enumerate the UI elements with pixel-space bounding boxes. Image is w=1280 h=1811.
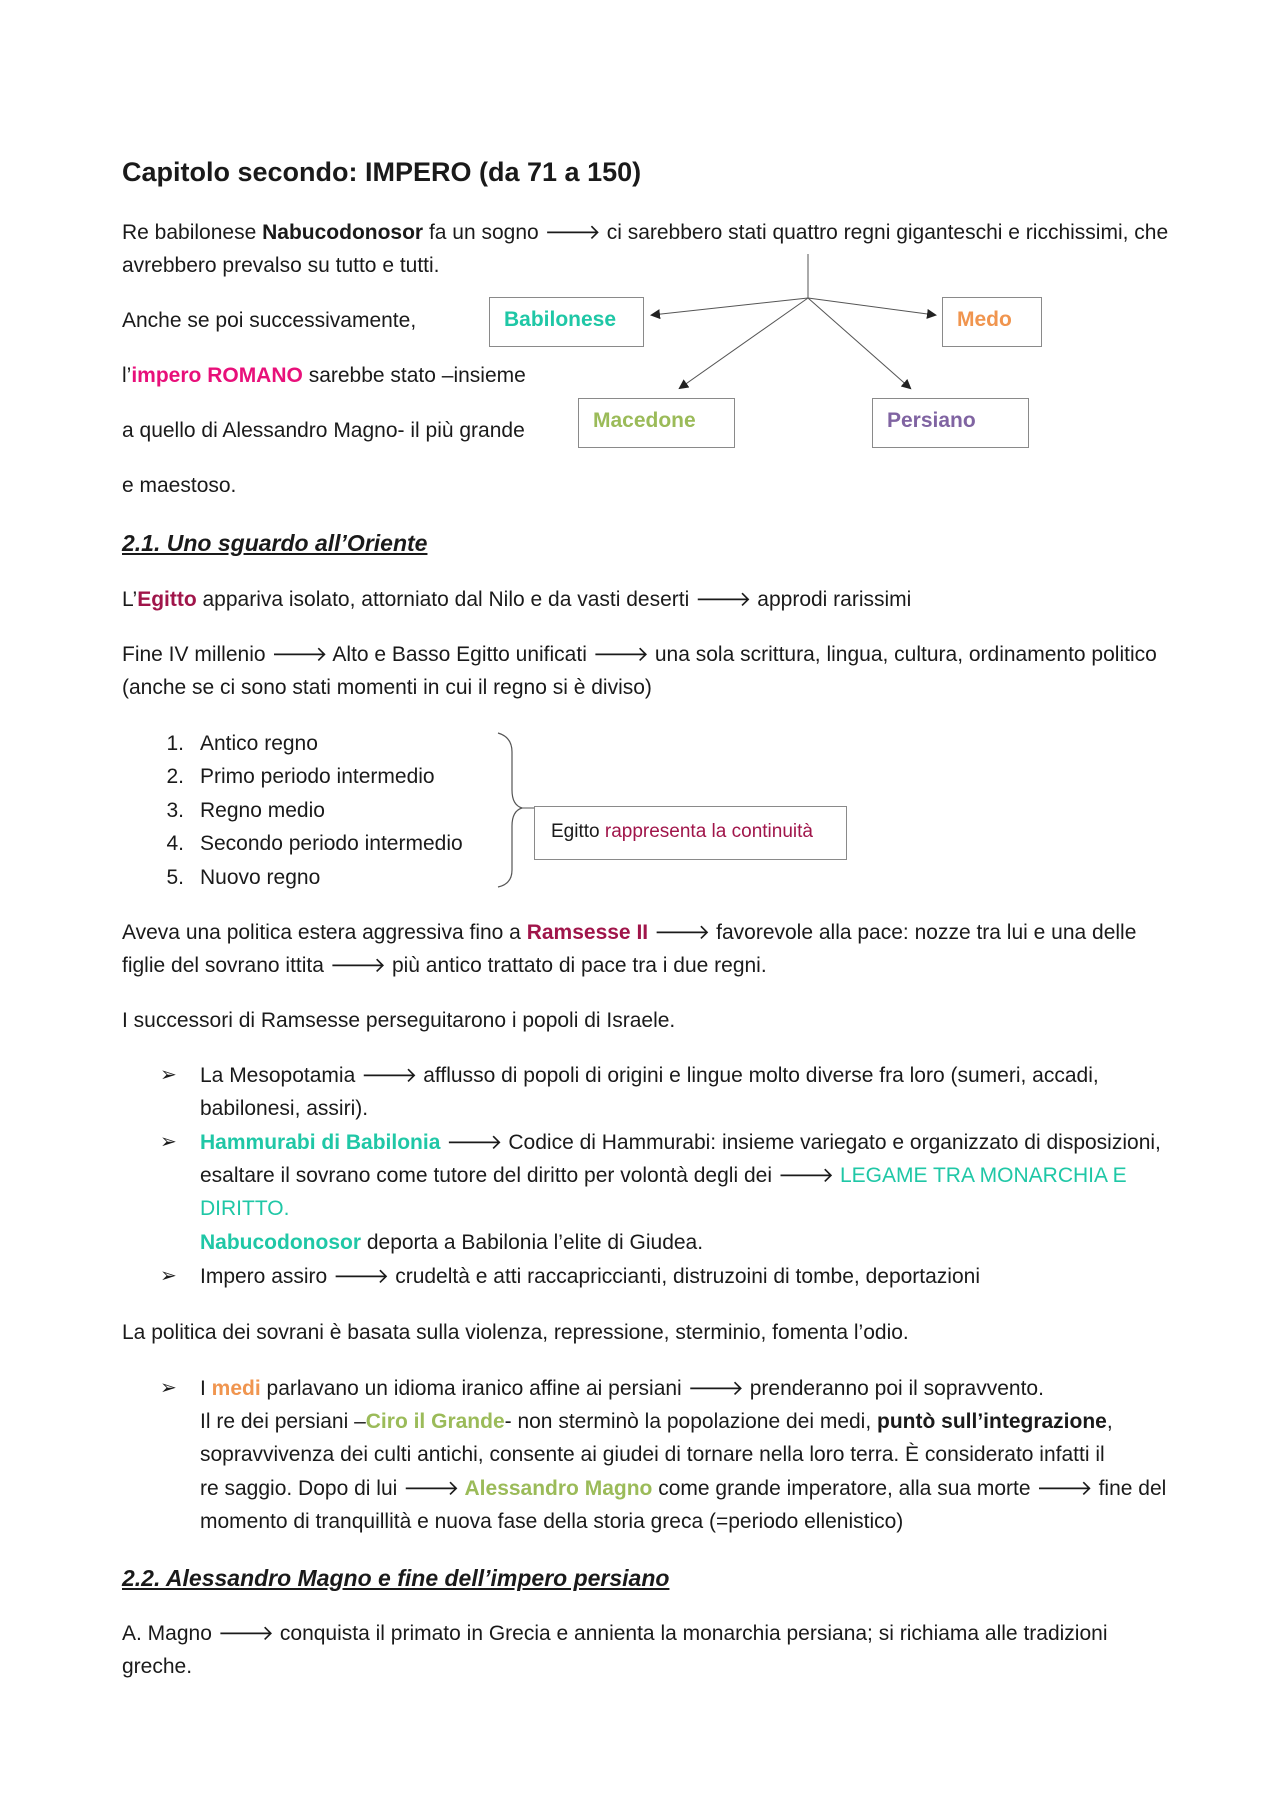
bullet-arrow-icon: ➢	[160, 1377, 177, 1399]
text: Fine IV millenio	[122, 643, 272, 666]
list-number: 4.	[166, 832, 184, 855]
intro-line-2: avrebbero prevalso su tutto e tutti.	[122, 254, 440, 277]
text: approdi rarissimi	[751, 588, 912, 611]
section-heading-2-1: 2.1. Uno sguardo all’Oriente	[122, 530, 428, 556]
text: una sola scrittura, lingua, cultura, ordinamento politico	[649, 643, 1157, 666]
arrow-icon: 🡒	[271, 643, 328, 666]
text: LEGAME TRA MONARCHIA E	[834, 1164, 1127, 1187]
name-nabucodonosor: Nabucodonosor	[262, 221, 424, 244]
text: l’	[122, 364, 132, 387]
list-number: 2.	[166, 765, 184, 788]
text: più antico trattato di pace tra i due regni.	[386, 954, 767, 977]
kingdom-babilonese: Babilonese	[489, 297, 644, 347]
arrow-icon: 🡒	[329, 954, 387, 977]
list-number: 5.	[166, 866, 184, 889]
bullet-assiro	[200, 1260, 980, 1293]
section-heading-2-2: 2.2. Alessandro Magno e fine dell’impero persiano	[122, 1565, 670, 1591]
text: puntò sull’integrazione	[877, 1410, 1107, 1433]
brace-shape	[498, 733, 522, 887]
text: Egitto	[551, 821, 605, 842]
intro-line-5: a quello di Alessandro Magno- il più grande	[122, 419, 525, 442]
text: Impero assiro	[200, 1265, 334, 1288]
successori-line: I successori di Ramsesse perseguitarono i popoli di Israele.	[122, 1009, 676, 1032]
text: sarebbe stato –insieme	[302, 364, 526, 387]
bullet-medi-1	[200, 1372, 1044, 1405]
text: Alto e Basso Egitto unificati	[327, 643, 593, 666]
intro-line-3: Anche se poi successivamente,	[122, 309, 417, 332]
ramsesse-line-2	[122, 949, 767, 982]
list-number: 3.	[166, 799, 184, 822]
text: ci sarebbero stati quattro regni giganteschi e ricchissimi, che	[600, 221, 1169, 244]
bullet-arrow-icon: ➢	[160, 1131, 177, 1153]
text: esaltare il sovrano come tutore del diritto per volontà degli dei	[200, 1164, 778, 1187]
bullet-hammurabi-4	[200, 1226, 703, 1259]
text: La Mesopotamia	[200, 1064, 362, 1087]
list-number: 1.	[166, 732, 184, 755]
list-item: Antico regno	[200, 732, 318, 755]
text: crudeltà e atti raccapriccianti, distruzoini di tombe, deportazioni	[389, 1265, 980, 1288]
kingdom-persiano: Persiano	[872, 398, 1029, 448]
text: afflusso di popoli di origini e lingue molto diverse fra loro (sumeri, accadi,	[417, 1064, 1099, 1087]
name-hammurabi: Hammurabi di Babilonia	[200, 1131, 441, 1154]
text: re saggio. Dopo di lui	[200, 1477, 404, 1500]
text: fine del	[1092, 1477, 1167, 1500]
magno-line-2: greche.	[122, 1655, 193, 1678]
text: Il re dei persiani –	[200, 1410, 366, 1433]
bullet-medi-5: momento di tranquillità e nuova fase della storia greca (=periodo ellenistico)	[200, 1510, 904, 1533]
ramsesse-line-1	[122, 916, 1136, 949]
text: deporta a Babilonia l’elite di Giudea.	[361, 1231, 704, 1254]
list-item: Secondo periodo intermedio	[200, 832, 463, 855]
arrow-icon: 🡒	[446, 1131, 503, 1154]
arrow-icon: 🡒	[1036, 1477, 1093, 1500]
bullet-medi-4	[200, 1472, 1166, 1505]
name-alessandro: Alessandro Magno	[459, 1477, 653, 1500]
text: ,	[1106, 1410, 1113, 1433]
text: Codice di Hammurabi: insieme variegato e organizzato di disposizioni,	[502, 1131, 1161, 1154]
name-medi: medi	[211, 1377, 261, 1400]
text: Re babilonese	[122, 221, 263, 244]
text: figlie del sovrano ittita	[122, 954, 330, 977]
bullet-medi-2	[200, 1405, 1113, 1438]
text: I	[200, 1377, 212, 1400]
fine-line-2: (anche se ci sono stati momenti in cui il regno si è diviso)	[122, 676, 652, 699]
bullet-hammurabi-3: DIRITTO.	[200, 1197, 290, 1220]
kingdom-macedone: Macedone	[578, 398, 735, 448]
arrow-icon: 🡒	[777, 1164, 835, 1187]
text: favorevole alla pace: nozze tra lui e una delle	[710, 921, 1137, 944]
text: rappresenta la continuità	[604, 821, 813, 842]
list-item: Nuovo regno	[200, 866, 321, 889]
text: parlavano un idioma iranico affine ai persiani	[260, 1377, 688, 1400]
bullet-mesopotamia-2: babilonesi, assiri).	[200, 1097, 369, 1120]
bullet-medi-3: sopravvivenza dei culti antichi, consente ai giudei di tornare nella loro terra. È considerato infatti il	[200, 1443, 1105, 1466]
bullet-arrow-icon: ➢	[160, 1064, 177, 1086]
text: come grande imperatore, alla sua morte	[652, 1477, 1037, 1500]
bullet-arrow-icon: ➢	[160, 1265, 177, 1287]
impero-romano: impero ROMANO	[131, 364, 303, 387]
arrow-icon: 🡒	[333, 1265, 390, 1288]
arrow-icon: 🡒	[217, 1622, 275, 1645]
bullet-hammurabi-2	[200, 1159, 1127, 1192]
arrow-icon: 🡒	[592, 643, 650, 666]
text: L’	[122, 588, 138, 611]
text: conquista il primato in Grecia e annienta la monarchia persiana; si richiama alle tradizioni	[274, 1622, 1108, 1645]
magno-line-1	[122, 1617, 1107, 1650]
arrow-icon: 🡒	[695, 588, 752, 611]
bullet-mesopotamia-1	[200, 1059, 1099, 1092]
fine-line-1	[122, 638, 1157, 671]
arrow-icon: 🡒	[687, 1377, 744, 1400]
continuity-box	[534, 806, 847, 860]
page-title: Capitolo secondo: IMPERO (da 71 a 150)	[122, 157, 642, 187]
list-item: Regno medio	[200, 799, 325, 822]
text: - non sterminò la popolazione dei medi,	[504, 1410, 878, 1433]
arrow-icon: 🡒	[653, 921, 711, 944]
text: apparivа isolato, attorniato dal Nilo e da vasti deserti	[196, 588, 696, 611]
text: prenderanno poi il sopravvento.	[743, 1377, 1044, 1400]
name-egitto: Egitto	[137, 588, 197, 611]
bullet-hammurabi-1	[200, 1126, 1161, 1159]
name-nabucodonosor: Nabucodonosor	[200, 1231, 361, 1254]
name-ciro: Ciro il Grande	[365, 1410, 505, 1433]
kingdom-medo: Medo	[942, 297, 1042, 347]
name-ramsesse: Ramsesse II	[526, 921, 649, 944]
text: fa un sogno	[423, 221, 545, 244]
text: A. Magno	[122, 1622, 218, 1645]
arrow-icon: 🡒	[403, 1477, 460, 1500]
arrow-icon: 🡒	[544, 221, 601, 244]
egypt-line	[122, 583, 911, 616]
politica-line: La politica dei sovrani è basata sulla violenza, repressione, sterminio, fomenta l’odio.	[122, 1321, 909, 1344]
intro-line-6: e maestoso.	[122, 474, 237, 497]
list-item: Primo periodo intermedio	[200, 765, 435, 788]
arrow-icon: 🡒	[361, 1064, 418, 1087]
text: Aveva una politica estera aggressiva fino a	[122, 921, 527, 944]
